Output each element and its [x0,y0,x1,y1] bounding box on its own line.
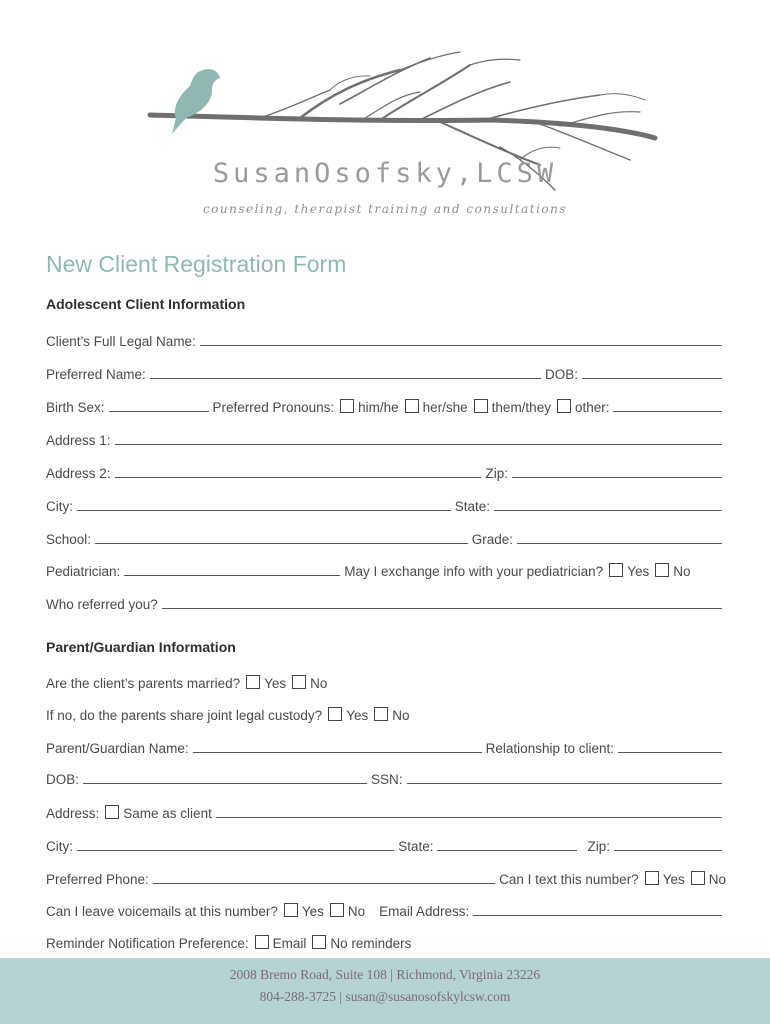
joint-custody-yes-checkbox[interactable] [328,707,342,721]
footer [0,958,770,1024]
school-field[interactable] [95,543,468,544]
form-title: New Client Registration Form [46,251,347,277]
row-address1 [46,428,726,448]
guardian-state-label: State: [398,839,434,854]
address2-field[interactable] [115,477,482,478]
exchange-info-yes-checkbox[interactable] [609,563,623,577]
address2-label: Address 2: [46,466,111,481]
voicemail-question: Can I leave voicemails at this number? [46,904,278,919]
pronoun-them-label: them/they [491,400,551,415]
joint-custody-question: If no, do the parents share joint legal custody? [46,708,323,723]
row-pediatrician [46,559,726,579]
joint-custody-no-checkbox[interactable] [374,707,388,721]
row-guardian-dob [46,767,726,787]
who-referred-field[interactable] [162,608,722,609]
row-school [46,527,726,547]
text-no-checkbox[interactable] [691,871,705,885]
row-preferred-phone [46,867,726,887]
parents-married-yes-label: Yes [264,676,287,691]
who-referred-label: Who referred you? [46,597,158,612]
ssn-field[interactable] [407,783,722,784]
guardian-state-field[interactable] [437,850,577,851]
preferred-phone-label: Preferred Phone: [46,872,149,887]
birth-sex-label: Birth Sex: [46,400,105,415]
row-reminder-pref [46,931,726,951]
text-yes-checkbox[interactable] [645,871,659,885]
same-as-client-checkbox[interactable] [105,805,119,819]
preferred-phone-field[interactable] [153,883,495,884]
guardian-dob-label: DOB: [46,772,80,787]
brand-tagline: counseling, therapist training and consultations [202,202,568,216]
row-client-city [46,494,726,514]
full-legal-name-label: Client’s Full Legal Name: [46,334,196,349]
pronoun-them-checkbox[interactable] [474,399,488,413]
pediatrician-field[interactable] [124,575,340,576]
guardian-dob-field[interactable] [83,783,367,784]
joint-custody-no-label: No [392,708,410,723]
client-city-field[interactable] [77,510,451,511]
parents-married-yes-checkbox[interactable] [246,675,260,689]
exchange-info-no-checkbox[interactable] [655,563,669,577]
guardian-city-label: City: [46,839,73,854]
parent-section-heading: Parent/Guardian Information [46,639,236,655]
footer-contact: 804-288-3725 | susan@susanosofskylcsw.com [259,989,511,1004]
pronoun-other-checkbox[interactable] [557,399,571,413]
row-address2 [46,461,726,481]
text-yes-label: Yes [662,872,685,887]
brand-name: SusanOsofsky,LCSW [212,158,558,189]
voicemail-no-label: No [347,904,366,919]
exchange-info-question: May I exchange info with your pediatrician? [344,564,604,579]
row-joint-custody [46,703,726,723]
guardian-zip-label: Zip: [587,839,610,854]
bird-icon [172,69,220,134]
row-guardian-address [46,801,726,821]
guardian-city-field[interactable] [77,850,394,851]
birth-sex-field[interactable] [109,411,209,412]
pronoun-other-label: other: [574,400,610,415]
guardian-name-label: Parent/Guardian Name: [46,741,189,756]
email-label: Email Address: [379,904,470,919]
preferred-pronouns-label: Preferred Pronouns: [212,400,335,415]
preferred-name-label: Preferred Name: [46,367,146,382]
parents-married-question: Are the client’s parents married? [46,676,241,691]
full-legal-name-field[interactable] [200,345,722,346]
voicemail-no-checkbox[interactable] [330,903,344,917]
reminder-email-label: Email [272,936,307,951]
pronoun-him-checkbox[interactable] [340,399,354,413]
text-question: Can I text this number? [499,872,639,887]
client-dob-field[interactable] [582,378,722,379]
exchange-info-no-label: No [673,564,691,579]
guardian-zip-field[interactable] [614,850,722,851]
client-state-field[interactable] [494,510,722,511]
row-voicemail-email [46,899,726,919]
email-field[interactable] [473,915,722,916]
exchange-info-yes-label: Yes [627,564,650,579]
row-guardian-city [46,834,726,854]
pronoun-her-checkbox[interactable] [405,399,419,413]
ssn-label: SSN: [371,772,403,787]
parents-married-no-label: No [310,676,328,691]
pediatrician-label: Pediatrician: [46,564,121,579]
relationship-label: Relationship to client: [485,741,614,756]
client-state-label: State: [454,499,490,514]
client-zip-label: Zip: [485,466,508,481]
row-preferred-name [46,362,726,382]
school-label: School: [46,532,92,547]
row-full-legal-name [46,329,726,349]
voicemail-yes-label: Yes [301,904,324,919]
reminder-email-checkbox[interactable] [255,935,269,949]
client-zip-field[interactable] [512,477,722,478]
voicemail-yes-checkbox[interactable] [284,903,298,917]
grade-label: Grade: [471,532,513,547]
pronoun-other-field[interactable] [613,411,722,412]
client-city-label: City: [46,499,73,514]
row-parents-married [46,671,726,691]
client-dob-label: DOB: [544,367,578,382]
pronoun-him-label: him/he [358,400,399,415]
guardian-address-field[interactable] [216,817,722,818]
grade-field[interactable] [517,543,722,544]
preferred-name-field[interactable] [150,378,541,379]
footer-address: 2008 Bremo Road, Suite 108 | Richmond, Virginia 23226 [229,967,541,982]
address1-field[interactable] [115,444,722,445]
row-who-referred [46,592,726,612]
row-birth-sex-pronouns [46,395,726,415]
text-no-label: No [708,872,726,887]
relationship-field[interactable] [618,752,722,753]
adolescent-section-heading: Adolescent Client Information [46,296,246,312]
pronoun-her-label: her/she [422,400,468,415]
no-reminders-label: No reminders [330,936,412,951]
guardian-name-field[interactable] [193,752,482,753]
address1-label: Address 1: [46,433,111,448]
reminder-pref-label: Reminder Notification Preference: [46,936,249,951]
joint-custody-yes-label: Yes [346,708,369,723]
guardian-address-label: Address: [46,806,100,821]
no-reminders-checkbox[interactable] [312,935,326,949]
parents-married-no-checkbox[interactable] [292,675,306,689]
same-as-client-label: Same as client [123,806,212,821]
row-guardian-name [46,736,726,756]
